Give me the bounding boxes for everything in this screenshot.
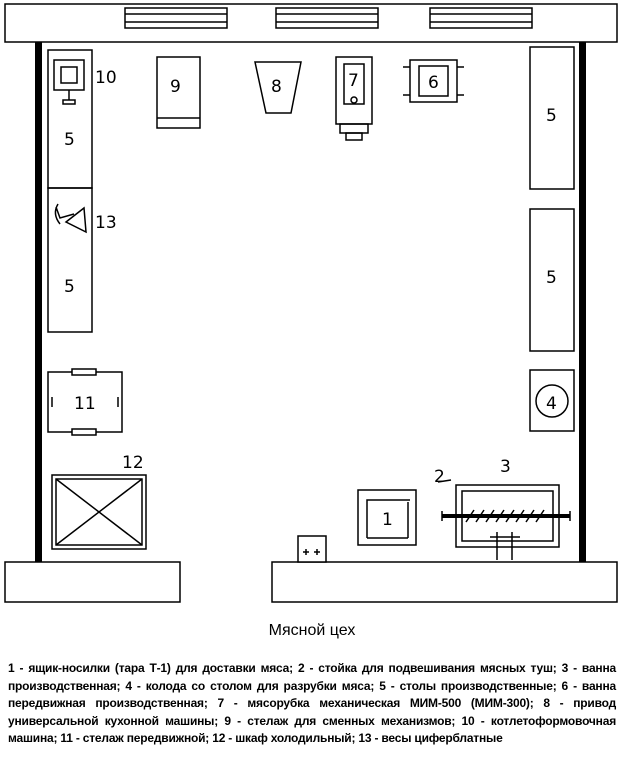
label-7: 7 [348, 71, 359, 91]
meat-grinder [336, 57, 372, 140]
label-9: 9 [170, 77, 181, 97]
refrigerator-cabinet [52, 475, 146, 549]
diagram-title: Мясной цех [268, 622, 356, 639]
label-2: 2 [434, 467, 445, 487]
label-11: 11 [74, 394, 96, 414]
label-12: 12 [122, 453, 144, 473]
production-table-mid-left [48, 188, 92, 332]
label-8: 8 [271, 77, 282, 97]
diagram-legend: 1 - ящик-носилки (тара Т-1) для доставки мяса; 2 - стойка для подвешивания мясных туш; 3 - ванна производственная; 4 - колода со столом для разрубки мяса; 5 - столы производственные; 6 - ванна передвижная производственная; 7 - мясорубка механическая МИМ-500 (МИМ-300); 8 - привод универсальной кухонной машины; 9 - стелаж для сменных механизмов; 10 - котлетоформовочная машина; 11 - стелаж передвижной; 12 - шкаф холодильный; 13 - весы циферблатные [8, 661, 616, 745]
top-wall [5, 4, 617, 42]
label-6: 6 [428, 73, 439, 93]
label-5-mid-right: 5 [546, 268, 557, 288]
electrical-socket [298, 536, 326, 562]
dial-scales [55, 204, 86, 232]
bottom-wall-left [5, 562, 180, 602]
label-5-mid-left: 5 [64, 277, 75, 297]
window-3 [430, 8, 532, 28]
label-5-top-left: 5 [64, 130, 75, 150]
cutlet-forming-machine [54, 60, 84, 104]
window-2 [276, 8, 378, 28]
bottom-wall-right [272, 562, 617, 602]
left-wall [35, 42, 42, 562]
right-wall [579, 42, 586, 562]
label-3: 3 [500, 457, 511, 477]
label-1: 1 [382, 510, 393, 530]
production-bath-with-stand [438, 480, 570, 560]
label-4: 4 [546, 394, 557, 414]
label-13: 13 [95, 213, 117, 233]
label-5-top-right: 5 [546, 106, 557, 126]
label-10: 10 [95, 68, 117, 88]
window-1 [125, 8, 227, 28]
